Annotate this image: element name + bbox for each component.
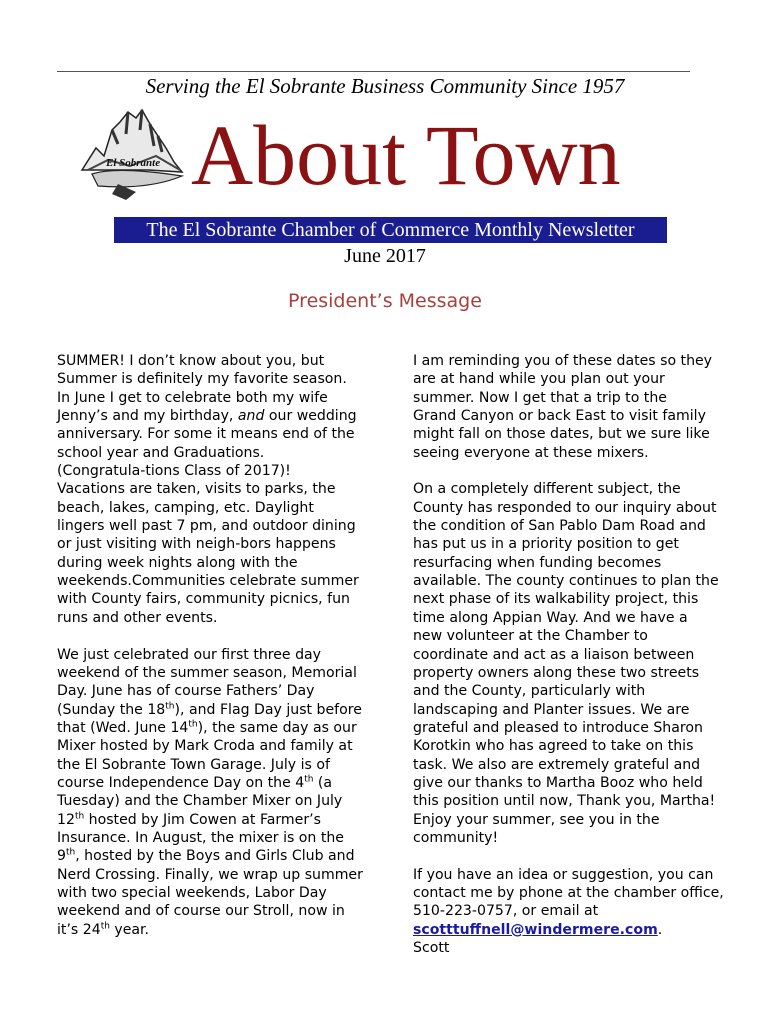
paragraph: On a completely different subject, the County has responded to our inquiry about the condition of San Pablo Dam Road and has put us in a priority position to get resurfacing when funding becomes available. The county continues to plan the next phase of its walkability project, this time along Appian Way. And we have a new volunteer at the Chamber to coordinate and act as a liaison between property owners along these two streets and the County, particularly with landscaping and Planter issues. We are grateful and pleased to introduce Sharon Korotkin who has agreed to take on this task. We also are extremely grateful and give our thanks to Martha Booz who held this position until now, Thank you, Martha! Enjoy your summer, see you in the community! [413, 481, 719, 846]
issue-date: June 2017 [344, 245, 426, 267]
paragraph: I am reminding you of these dates so they are at hand while you plan out your summer. Now I get that a trip to the Grand Canyon or back East to visit family might fall on those dates, but we sure like seeing everyone at these mixers. [413, 353, 713, 461]
section-heading: President’s Message [288, 290, 482, 312]
email-link[interactable]: scotttuffnell@windermere.com [413, 921, 658, 938]
logo-text: El Sobrante [106, 157, 161, 169]
paragraph: If you have an idea or suggestion, you can contact me by phone at the chamber office, 510-223-0757, or email at scotttuffnell@windermere.com. [413, 866, 724, 938]
mountain-logo-icon [78, 100, 188, 205]
newsletter-title: About Town [191, 107, 621, 203]
newsletter-banner: The El Sobrante Chamber of Commerce Monthly Newsletter [114, 217, 667, 243]
paragraph: We just celebrated our first three day weekend of the summer season, Memorial Day. June has of course Fathers’ Day (Sunday the 18th), and Flag Day just before that (Wed. June 14th), the same day as our Mixer hosted by Mark Croda and family at the El Sobrante Town Garage. July is of course Independence Day on the 4th (a Tuesday) and the Chamber Mixer on July 12th hosted by Jim Cowen at Farmer’s Insurance. In August, the mixer is on the 9th, hosted by the Boys and Girls Club and Nerd Crossing. Finally, we wrap up summer with two special weekends, Labor Day weekend and of course our Stroll, now in it’s 24th year. [57, 646, 363, 938]
tagline: Serving the El Sobrante Business Community Since 1957 [145, 74, 625, 98]
top-rule [57, 71, 690, 72]
paragraph: SUMMER! I don’t know about you, but Summer is definitely my favorite season. In June I get to celebrate both my wife Jenny’s and my birthday, and our wedding anniversary. For some it means end of the school year and Graduations. (Congratula-tions Class of 2017)! Vacations are taken, visits to parks, the beach, lakes, camping, etc. Daylight lingers well past 7 pm, and outdoor dining or just visiting with neigh-bors happens during week nights along with the weekends.Communities celebrate summer with County fairs, community picnics, fun runs and other events. [57, 353, 359, 626]
signature: Scott [413, 940, 450, 956]
right-column [413, 352, 753, 957]
left-column [57, 352, 397, 939]
